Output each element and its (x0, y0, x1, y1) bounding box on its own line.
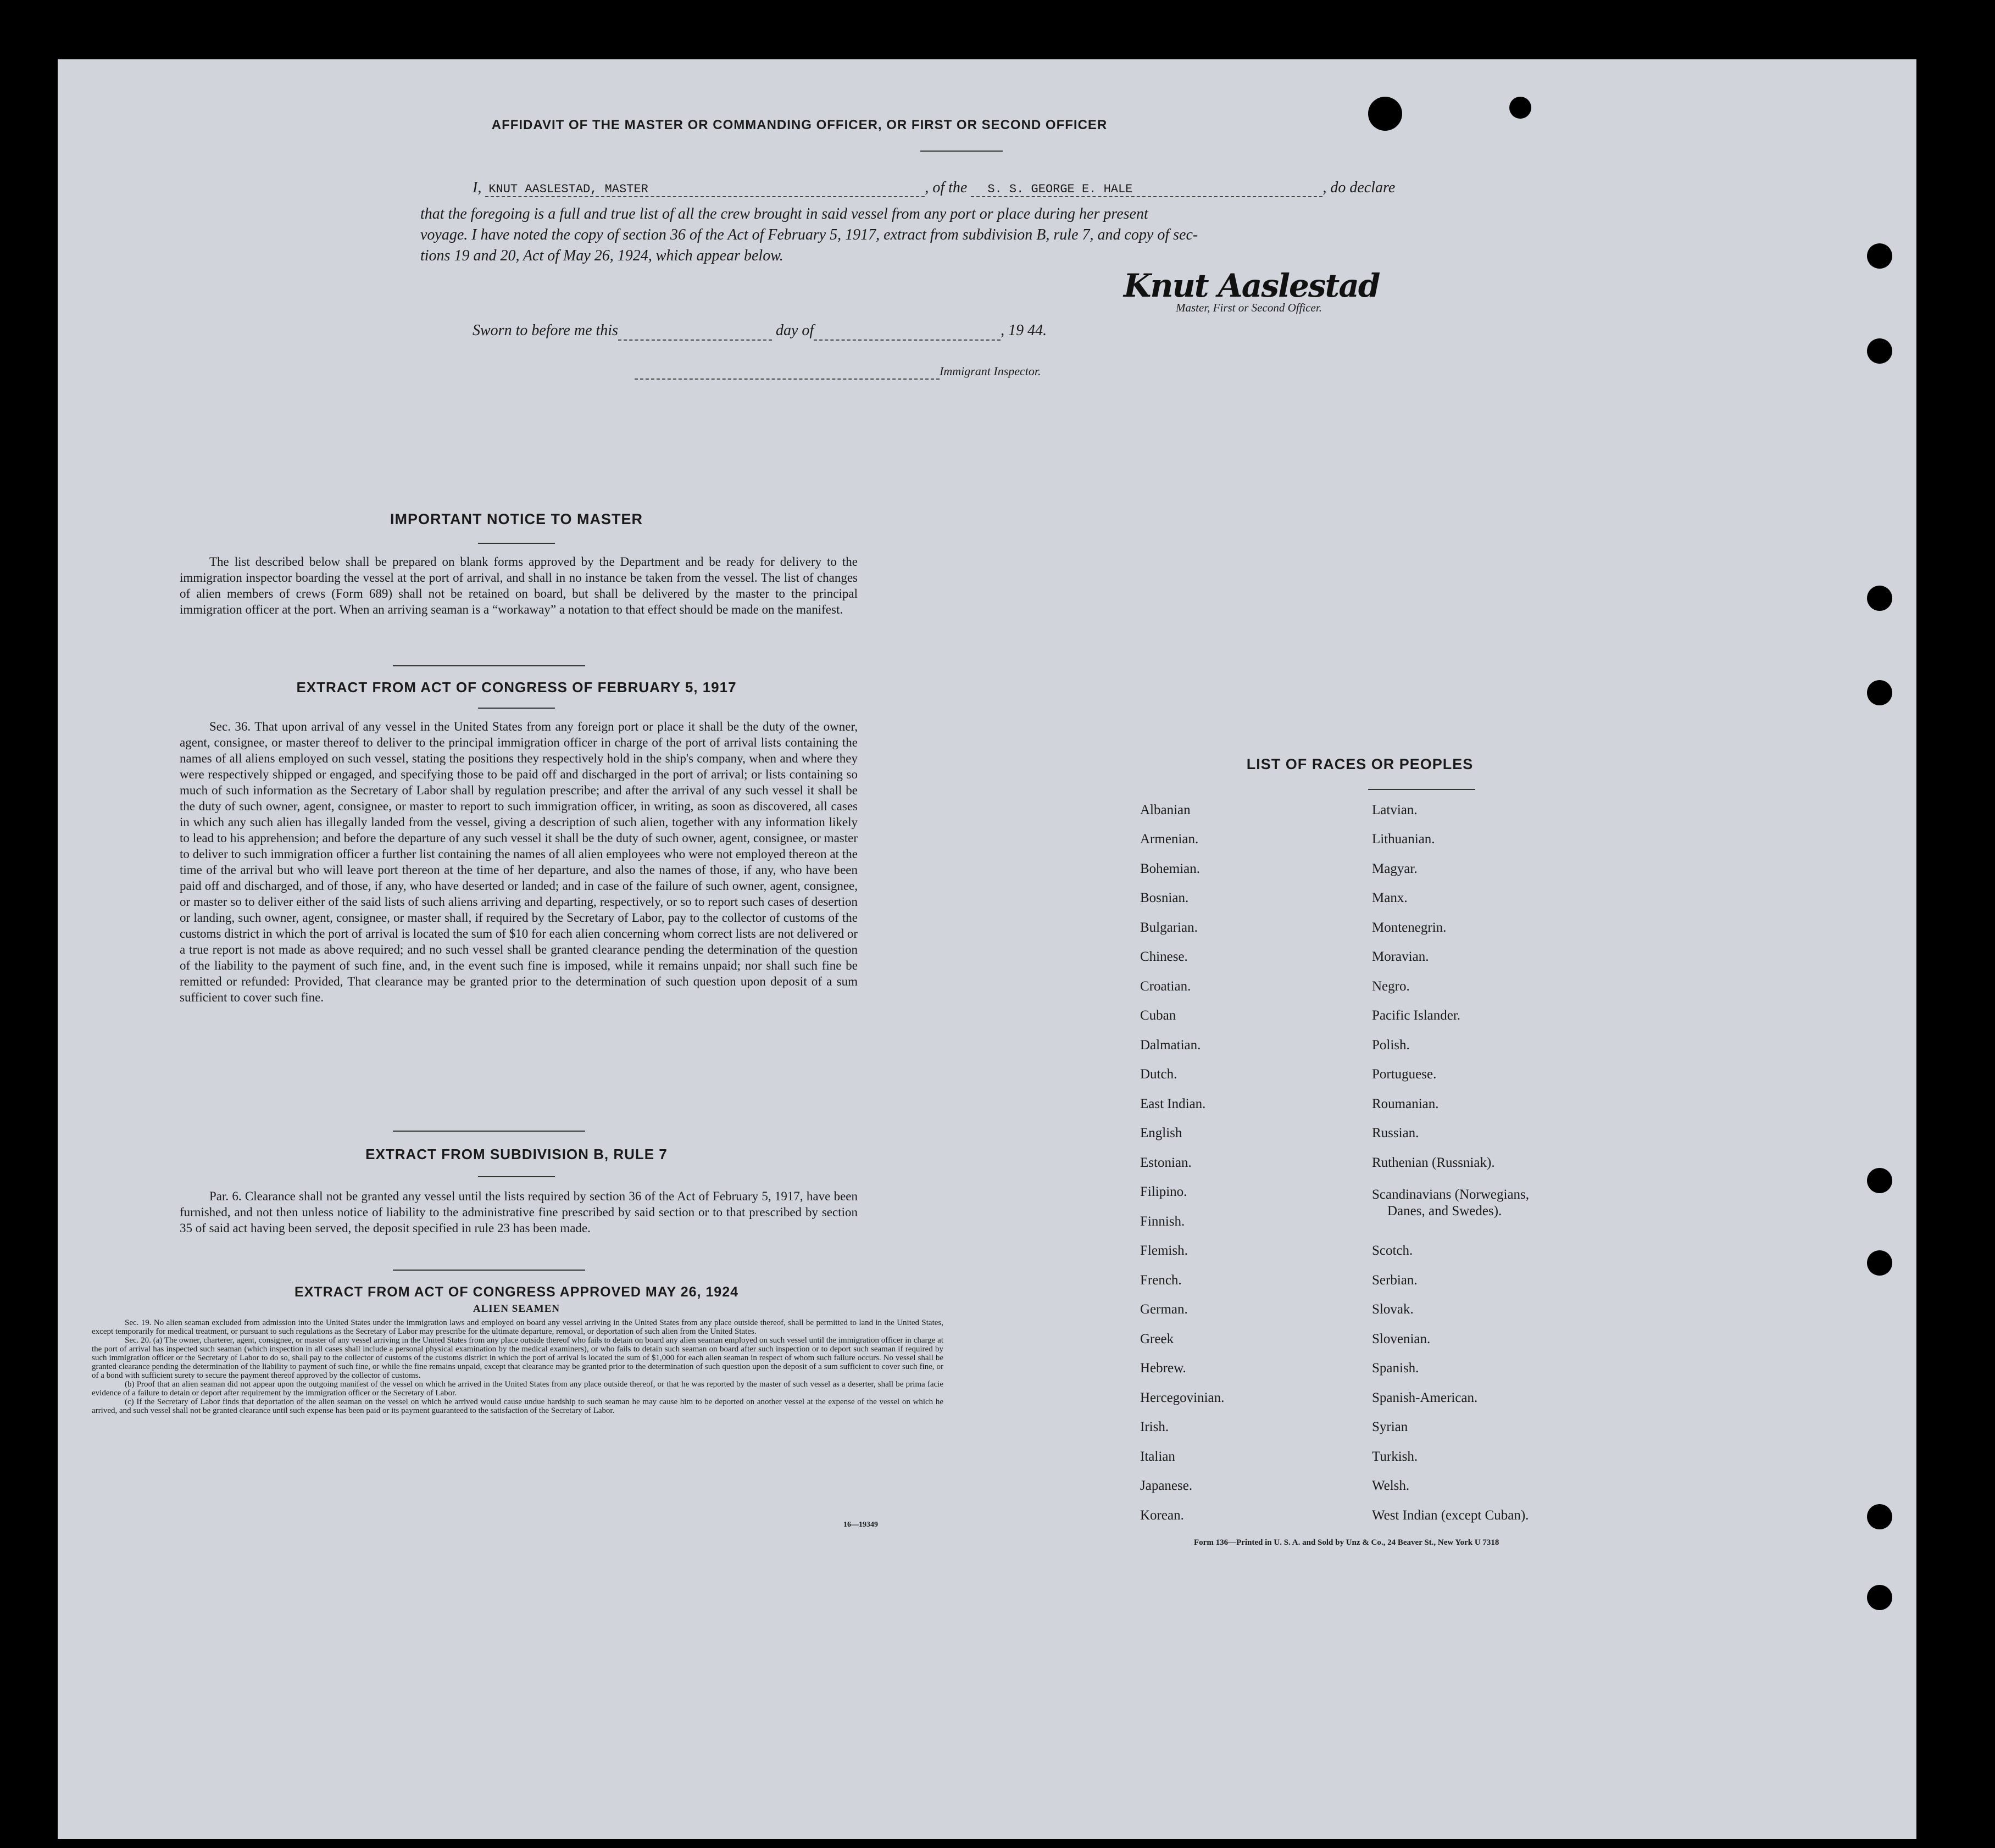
punch-hole (1867, 1250, 1892, 1276)
master-name: KNUT AASLESTAD, MASTER (488, 182, 648, 196)
vessel-name-field (971, 182, 1322, 197)
rule7-text: Par. 6. Clearance shall not be granted any vessel until the lists required by section 36 of the Act of February 5, 1917, have been furnished, and not then unless notice of liability to the administrative fine prescribed by said section or to that prescribed by section 35 of said act having been served, the deposit specified in rule 23 has been made. (180, 1189, 858, 1235)
race-item: Magyar. (1372, 861, 1418, 876)
race-item: East Indian. (1140, 1096, 1206, 1111)
race-item: Spanish-American. (1372, 1390, 1478, 1405)
inspector-line (635, 364, 1041, 380)
punch-hole (1867, 586, 1892, 611)
rule7-title: EXTRACT FROM SUBDIVISION B, RULE 7 (365, 1146, 668, 1162)
race-item: Bohemian. (1140, 861, 1201, 876)
race-item: Russian. (1372, 1126, 1419, 1140)
extract-1917-text: Sec. 36. That upon arrival of any vessel in the United States from any foreign port or place it shall be the duty of the owner, agent, consignee, or master thereof to deliver to the principal immigration officer in charge of the port of arrival lists containing the names of all aliens employed on such vessel, stating the positions they respectively hold in the ship's company, when and where they were respectively shipped or engaged, and specifying those to be paid off and discharged in the port of arrival; or lists containing so much of such information as the Secretary of Labor shall by regulation prescribe; and after the arrival of any such vessel it shall be the duty of such owner, agent, consignee, or master to report to such immigration officer, in writing, as soon as discovered, all cases in which any such alien has illegally landed from the vessel, giving a description of such alien, together with any information likely to lead to his apprehension; and before the departure of any such vessel it shall be the duty of such owner, agent, consignee, or master to deliver to such immigration officer a further list containing the names of all alien employees who were not employed thereon at the time of the arrival but who will leave port thereon at the time of her departure, and also the names of those, if any, who have been paid off and discharged, and of those, if any, who have deserted or landed; and in case of the failure of such owner, agent, consignee, or master so to deliver either of the said lists of such aliens arriving and departing, respectively, or so to report such cases of desertion or landing, such owner, agent, consignee, or master shall, if required by the Secretary of Labor, pay to the collector of customs of the customs district in which the port of arrival is located the sum of $10 for each alien concerning whom correct lists are not delivered or a true report is not made as above required; and no such vessel shall be granted clearance pending the determination of the question of the liability to the payment of such fine, and, in the event such fine is imposed, while it remains unpaid; nor shall such fine be remitted or refunded: Provided, That clearance may be granted prior to the determination of such question upon deposit of a sum sufficient to cover such fine. (180, 720, 858, 1004)
race-item: Moravian. (1372, 949, 1429, 964)
i-prefix: I, (473, 179, 482, 196)
race-item: English (1140, 1126, 1182, 1140)
punch-hole (1867, 1168, 1892, 1193)
extract-1924-title: EXTRACT FROM ACT OF CONGRESS APPROVED MAY 26, 1924 (294, 1284, 739, 1300)
race-item: Chinese. (1140, 949, 1188, 964)
races-title: LIST OF RACES OR PEOPLES (1246, 756, 1474, 772)
punch-hole (1867, 680, 1892, 705)
race-item: Italian (1140, 1449, 1175, 1464)
race-item: Japanese. (1140, 1478, 1193, 1493)
affidavit-title: AFFIDAVIT OF THE MASTER OR COMMANDING OFFICER, OR FIRST OR SECOND OFFICER (491, 118, 1108, 132)
sworn-prefix: Sworn to before me this (473, 322, 618, 339)
sec20b-text: (b) Proof that an alien seaman did not appear upon the outgoing manifest of the vessel on which he arrived in the United States from any place outside thereof, or that he was reported by the master of such vessel as a deserter, shall be prima facie evidence of a failure to detain or deport after requirement by the immigration officer or the Secretary of Labor. (92, 1380, 943, 1398)
rule7-end-rule (393, 1270, 585, 1271)
extract-1924-text (92, 1318, 943, 1415)
race-item: Lithuanian. (1372, 832, 1435, 847)
inspector-label: Immigrant Inspector. (940, 364, 1041, 378)
master-signature: Knut Aaslestad (1124, 267, 1380, 304)
race-item: Serbian. (1372, 1273, 1418, 1288)
race-item: Slovenian. (1372, 1332, 1431, 1346)
affidavit-line-1 (473, 179, 1516, 197)
form-code: 16—19349 (843, 1521, 878, 1529)
punch-hole (1867, 1504, 1892, 1529)
race-item: Dutch. (1140, 1067, 1177, 1082)
declaration-text (420, 204, 1514, 266)
race-item: Korean. (1140, 1508, 1184, 1523)
extract-1917-end-rule (393, 1131, 585, 1132)
race-item: Scandinavians (Norwegians, (1372, 1187, 1530, 1202)
notice-rule (478, 543, 555, 544)
sworn-month-field (814, 322, 1001, 341)
race-item: French. (1140, 1273, 1182, 1288)
punch-hole (1867, 338, 1892, 364)
race-item: Bulgarian. (1140, 920, 1198, 935)
race-item: Flemish. (1140, 1243, 1188, 1258)
notice-end-rule (393, 665, 585, 666)
day-of: day of (775, 322, 814, 339)
race-item: Hebrew. (1140, 1361, 1186, 1376)
of-the: , of the (925, 179, 968, 196)
race-item: Spanish. (1372, 1361, 1419, 1376)
sec19-text: Sec. 19. No alien seaman excluded from admission into the United States under the immigration laws and employed on board any vessel arriving in the United States from any place outside thereof, shall be permitted to land in the United States, except temporarily for medical treatment, or pursuant to such regulations as the Secretary of Labor may prescribe for the ultimate departure, removal, or deportation of such alien from the United States. (92, 1318, 943, 1336)
inspector-signature-field (635, 364, 940, 380)
race-item: Pacific Islander. (1372, 1008, 1461, 1023)
race-item: Danes, and Swedes). (1387, 1204, 1502, 1218)
notice-title: IMPORTANT NOTICE TO MASTER (390, 511, 643, 527)
race-item: Scotch. (1372, 1243, 1413, 1258)
race-item: Turkish. (1372, 1449, 1418, 1464)
race-item: Irish. (1140, 1420, 1169, 1434)
sworn-day-field (618, 322, 772, 341)
notice-text: The list described below shall be prepared on blank forms approved by the Department and be ready for delivery to the immigration inspector boarding the vessel at the port of arrival, and shall in no instance be taken from the vessel. The list of changes of alien members of crews (Form 689) shall not be retained on board, but shall be delivered by the master to the principal immigration officer at the port. When an arriving seaman is a “workaway” a notation to that effect should be made on the manifest. (180, 555, 858, 616)
race-item: Slovak. (1372, 1302, 1414, 1317)
race-item: Ruthenian (Russniak). (1372, 1155, 1495, 1170)
title-rule (920, 151, 1003, 152)
master-name-field (485, 182, 925, 197)
race-item: Negro. (1372, 979, 1410, 994)
race-item: Finnish. (1140, 1214, 1185, 1229)
extract-1917-rule (478, 708, 555, 709)
do-declare: , do declare (1322, 179, 1396, 196)
race-item: Syrian (1372, 1420, 1408, 1434)
race-item: Estonian. (1140, 1155, 1192, 1170)
race-item: West Indian (except Cuban). (1372, 1508, 1529, 1523)
race-item: Latvian. (1372, 803, 1418, 817)
signature-caption: Master, First or Second Officer. (1176, 301, 1322, 314)
race-item: Montenegrin. (1372, 920, 1447, 935)
sec20a-text: Sec. 20. (a) The owner, charterer, agent, consignee, or master of any vessel arriving in the United States from any place outside thereof who fails to detain on board any alien seaman employed on such vessel until the immigration officer in charge at the port of arrival has inspected such seaman (which inspection in all cases shall include a personal physical examination by the medical examiners), or who fails to detain such seaman on board after such inspection or to deport such seaman if required by such immigration officer or the Secretary of Labor to do so, shall pay to the collector of customs of the customs district in which the port of arrival is located the sum of $1,000 for each alien seaman in respect of whom such failure occurs. No vessel shall be granted clearance pending the determination of the liability to payment of such fine, or while the fine remains unpaid, except that clearance may be granted prior to the determination of such question upon the deposit of a sum sufficient to cover such fine, or of a bond with sufficient surety to secure the payment thereof approved by the collector of customs. (92, 1336, 943, 1380)
sworn-line: Sworn to before me this day of , 19 44. (473, 322, 1047, 341)
race-item: Manx. (1372, 890, 1408, 905)
declaration-line-1: that the foregoing is a full and true list of all the crew brought in said vessel from any port or place during her present (420, 205, 1148, 222)
document-page (58, 59, 1916, 1839)
punch-hole (1368, 97, 1402, 131)
race-item: Albanian (1140, 803, 1191, 817)
race-item: Polish. (1372, 1038, 1410, 1053)
race-item: Hercegovinian. (1140, 1390, 1225, 1405)
extract-1924-subtitle: ALIEN SEAMEN (473, 1303, 560, 1315)
sworn-year: 19 44. (1008, 322, 1047, 339)
form-footer: Form 136—Printed in U. S. A. and Sold by Unz & Co., 24 Beaver St., New York U 7318 (1194, 1538, 1499, 1547)
race-item: Filipino. (1140, 1184, 1187, 1199)
punch-hole (1867, 243, 1892, 269)
race-item: Bosnian. (1140, 890, 1189, 905)
race-item: Portuguese. (1372, 1067, 1437, 1082)
races-rule (1368, 789, 1475, 790)
race-item: German. (1140, 1302, 1188, 1317)
vessel-name: S. S. GEORGE E. HALE (987, 182, 1133, 196)
race-item: Roumanian. (1372, 1096, 1439, 1111)
declaration-line-3: tions 19 and 20, Act of May 26, 1924, which appear below. (420, 247, 783, 264)
race-item: Cuban (1140, 1008, 1176, 1023)
sec20c-text: (c) If the Secretary of Labor finds that deportation of the alien seaman on the vessel on which he arrived would cause undue hardship to such seaman he may cause him to be deported on another vessel at the expense of the vessel on which he arrived, and such vessel shall not be granted clearance until such expense has been paid or its payment guaranteed to the satisfaction of the Secretary of Labor. (92, 1398, 943, 1415)
race-item: Welsh. (1372, 1478, 1410, 1493)
race-item: Armenian. (1140, 832, 1199, 847)
rule7-rule (478, 1176, 555, 1177)
race-item: Greek (1140, 1332, 1174, 1346)
declaration-line-2: voyage. I have noted the copy of section 36 of the Act of February 5, 1917, extract from subdivision B, rule 7, and copy of sec- (420, 226, 1198, 243)
punch-hole (1509, 97, 1531, 119)
race-item: Croatian. (1140, 979, 1191, 994)
extract-1917-title: EXTRACT FROM ACT OF CONGRESS OF FEBRUARY 5, 1917 (296, 679, 737, 695)
race-item: Dalmatian. (1140, 1038, 1201, 1053)
punch-hole (1867, 1585, 1892, 1610)
